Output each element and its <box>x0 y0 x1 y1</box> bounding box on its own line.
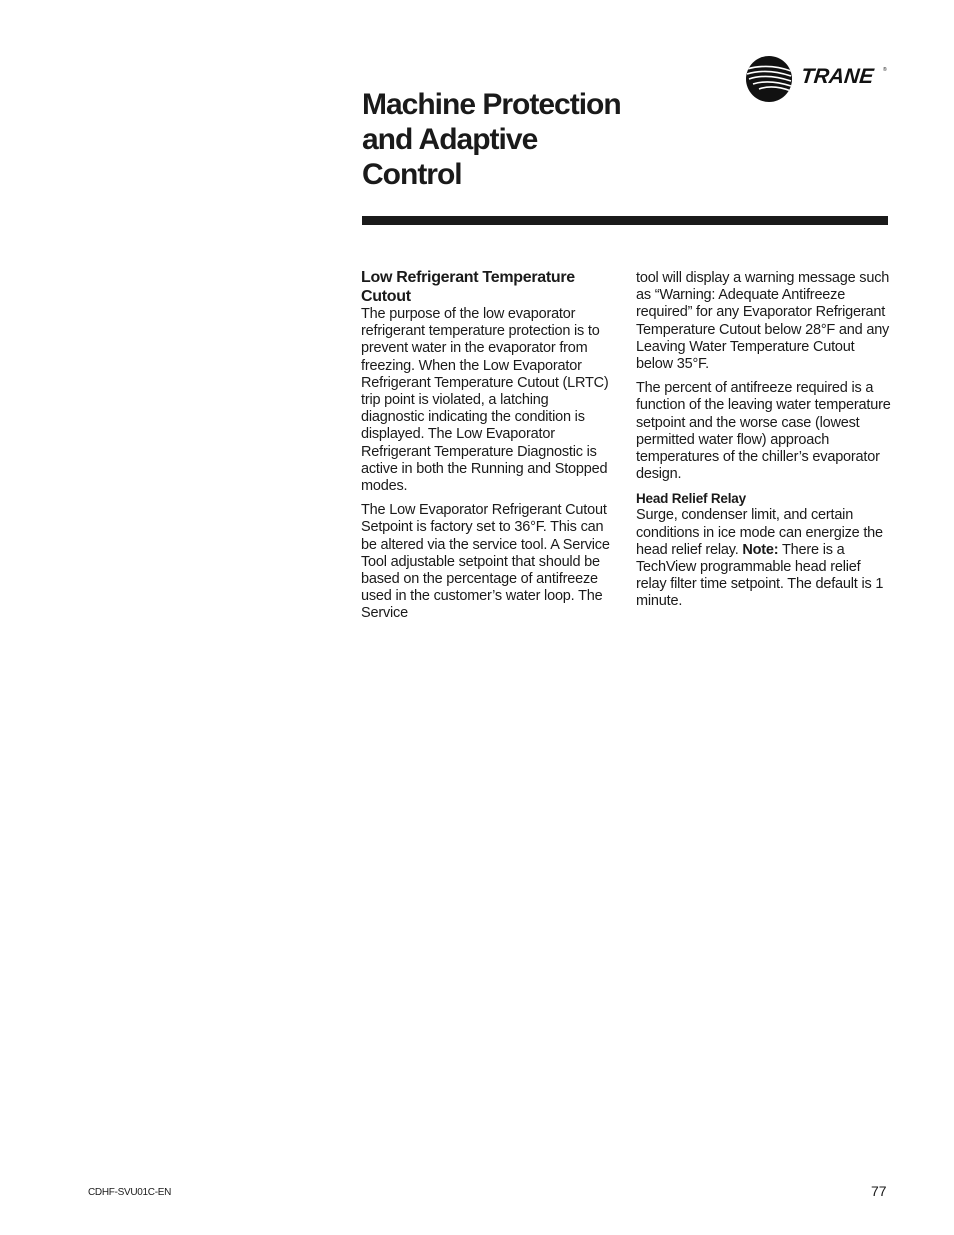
section-heading-lrtc: Low Refrigerant Temperature Cutout <box>361 269 575 305</box>
title-line-2: and Adaptive <box>362 123 538 156</box>
title-line-1: Machine Protection <box>362 88 621 121</box>
title-divider <box>362 216 888 225</box>
section-heading-head-relief: Head Relief Relay <box>636 491 746 507</box>
document-code: CDHF-SVU01C-EN <box>88 1187 172 1198</box>
logo-wordmark: TRANE <box>799 65 875 88</box>
right-column <box>636 270 892 618</box>
page-title <box>362 87 782 192</box>
head-relief-text-end: There is a TechView programmable head relief relay filter time setpoint. The default is 1 minute. <box>636 541 884 610</box>
head-relief-text-start: Surge, condenser limit, and certain conditions in ice mode can energize the head relief relay. <box>636 507 883 558</box>
paragraph-head-relief <box>636 507 892 610</box>
title-line-3: Control <box>362 158 462 191</box>
registered-mark: ® <box>883 67 887 73</box>
note-label: Note: <box>742 541 779 558</box>
page-number: 77 <box>871 1183 887 1199</box>
paragraph-lrtc-setpoint: The Low Evaporator Refrigerant Cutout Setpoint is factory set to 36°F. This can be altered via the service tool. A Service Tool adjustable setpoint that should be based on the percentage of antifreeze used in the customer’s water loop. The Service <box>361 502 610 622</box>
left-column <box>361 268 611 630</box>
paragraph-warning-message: tool will display a warning message such as “Warning: Adequate Antifreeze required” for any Evaporator Refrigerant Temperature Cutout below 28°F and any Leaving Water Temperature Cutout below 35°F. <box>636 270 890 373</box>
paragraph-antifreeze: The percent of antifreeze required is a function of the leaving water temperature setpoint and the worse case (lowest permitted water flow) approach temperatures of the chiller’s evaporator design. <box>636 380 891 483</box>
paragraph-lrtc-purpose: The purpose of the low evaporator refrigerant temperature protection is to prevent water in the evaporator from freezing. When the Low Evaporator Refrigerant Temperature Cutout (LRTC) trip point is violated, a latching diagnostic indicating the condition is displayed. The Low Evaporator Refrigerant Temperature Diagnostic is active in both the Running and Stopped modes. <box>361 306 609 495</box>
